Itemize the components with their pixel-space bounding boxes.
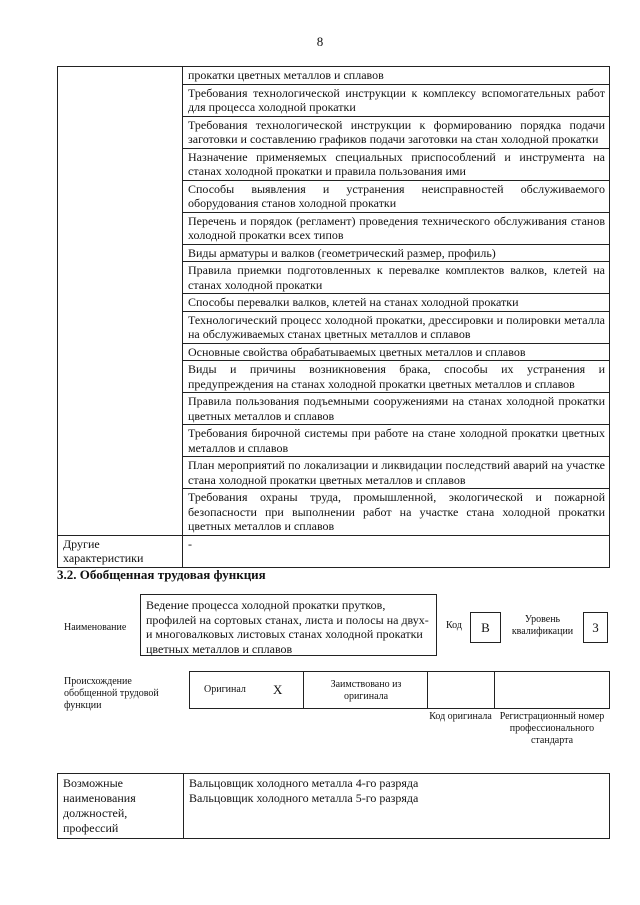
knowledge-item: Способы выявления и устранения неисправностей обслуживаемого оборудования станов холодной прокатки — [183, 180, 610, 212]
knowledge-item: Способы перевалки валков, клетей на станах холодной прокатки — [183, 294, 610, 312]
knowledge-item: Технологический процесс холодной прокатки, дрессировки и полировки металла на обслуживаемых станах цветных металлов и сплавов — [183, 311, 610, 343]
positions-label: Возможные наименования должностей, профессий — [58, 774, 184, 839]
registration-number-caption: Регистрационный номер профессионального стандарта — [499, 711, 605, 746]
borrowed-label: Заимствовано из оригинала — [330, 679, 402, 702]
knowledge-item: План мероприятий по локализации и ликвидации последствий аварий на участке стана холодной прокатки цветных металлов и сплавов — [183, 457, 610, 489]
original-label: Оригинал — [204, 684, 246, 695]
positions-values — [184, 774, 610, 839]
page-number: 8 — [316, 34, 324, 49]
knowledge-item: Виды и причины возникновения брака, способы их устранения и предупреждения на станах холодной прокатки цветных металлов и сплавов — [183, 361, 610, 393]
level-label: Уровень квалификации — [511, 614, 574, 637]
knowledge-item: Требования технологической инструкции к комплексу вспомогательных работ для процесса холодной прокатки — [183, 84, 610, 116]
knowledge-item: Правила пользования подъемными сооружениями на станах холодной прокатки цветных металлов и сплавов — [183, 393, 610, 425]
positions-table — [57, 773, 610, 839]
knowledge-item: Перечень и порядок (регламент) проведения технического обслуживания станов холодной прокатки всех типов — [183, 212, 610, 244]
origin-divider — [303, 671, 304, 709]
code-label: Код — [446, 620, 462, 631]
knowledge-item: Назначение применяемых специальных приспособлений и инструмента на станах холодной прокатки и правила пользования ими — [183, 148, 610, 180]
position-line: Вальцовщик холодного металла 4-го разряда — [189, 776, 419, 790]
origin-label: Происхождение обобщенной трудовой функции — [64, 676, 159, 711]
knowledge-item: Требования охраны труда, промышленной, экологической и пожарной безопасности при выполнении работ на участке стана холодной прокатки цветных металлов и сплавов — [183, 489, 610, 536]
knowledge-item: Требования технологической инструкции к формированию порядка подачи заготовки и составлению графиков подачи заготовки на стан холодной прокатки — [183, 116, 610, 148]
origin-divider — [494, 671, 495, 709]
knowledge-item: Виды арматуры и валков (геометрический размер, профиль) — [183, 244, 610, 262]
function-name-label: Наименование — [64, 622, 127, 633]
function-name-box: Ведение процесса холодной прокатки прутков, профилей на сортовых станах, листа и полосы на двух- и многовалковых листовых станах холодной прокатки цветных металлов и сплавов — [140, 594, 437, 656]
other-characteristics-value: - — [183, 535, 610, 567]
origin-divider — [427, 671, 428, 709]
original-mark: X — [273, 682, 283, 697]
knowledge-item: прокатки цветных металлов и сплавов — [183, 67, 610, 85]
code-value-box: B — [470, 612, 501, 643]
level-value-box: 3 — [583, 612, 608, 643]
knowledge-item: Правила приемки подготовленных к перевалке комплектов валков, клетей на станах холодной прокатки — [183, 262, 610, 294]
knowledge-row — [58, 67, 610, 85]
knowledge-item: Требования бирочной системы при работе на стане холодной прокатки цветных металлов и сплавов — [183, 425, 610, 457]
knowledge-label-cell — [58, 67, 183, 536]
position-line: Вальцовщик холодного металла 5-го разряда — [189, 791, 419, 805]
section-title: 3.2. Обобщенная трудовая функция — [57, 567, 266, 582]
knowledge-item: Основные свойства обрабатываемых цветных металлов и сплавов — [183, 343, 610, 361]
other-characteristics-row — [58, 535, 610, 567]
code-original-caption: Код оригинала — [429, 711, 492, 722]
other-characteristics-label: Другие характеристики — [58, 535, 183, 567]
required-knowledge-table — [57, 66, 610, 568]
